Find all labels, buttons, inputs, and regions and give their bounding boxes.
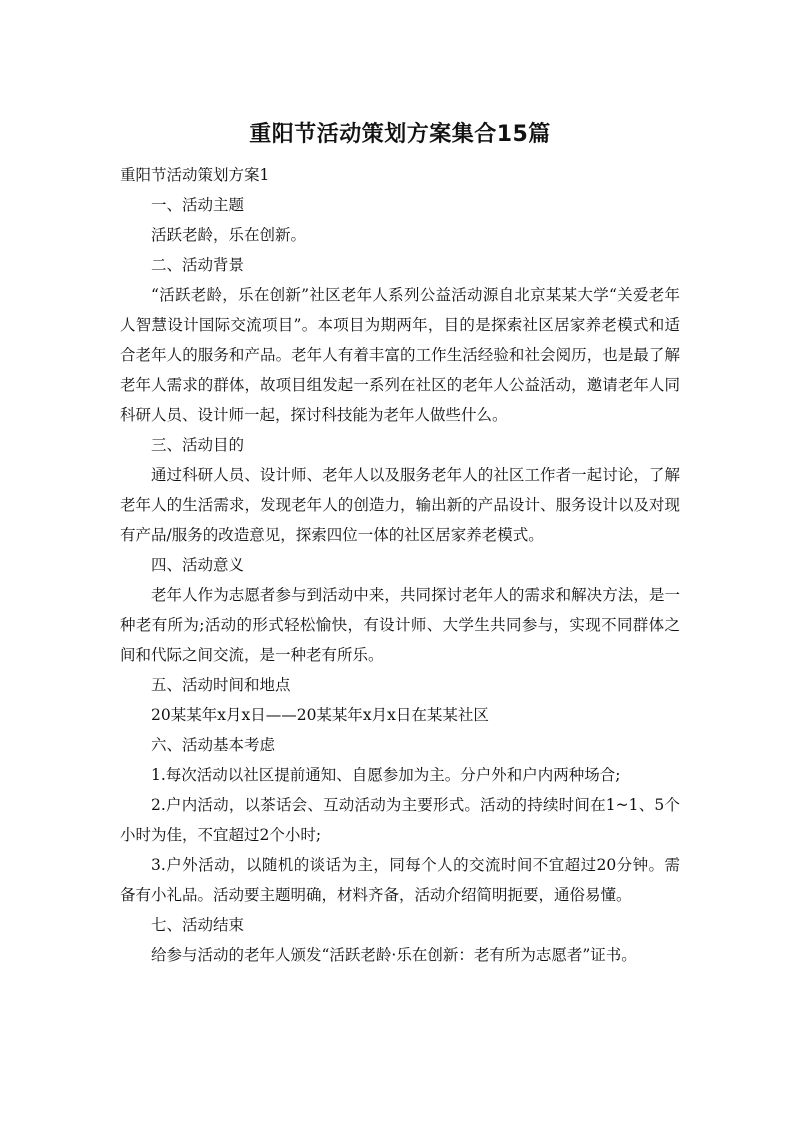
paragraph-consideration-1: 1.每次活动以社区提前通知、自愿参加为主。分户外和户内两种场合; bbox=[151, 766, 621, 784]
paragraph-purpose: 通过科研人员、设计师、老年人以及服务老年人的社区工作者一起讨论，了解老年人的生活需求，发现老年人的创造力，输出新的产品设计、服务设计以及对现有产品/服务的改造意见，探索四位一体的社区居家养老模式。 bbox=[120, 466, 680, 544]
paragraph-conclusion: 给参与活动的老年人颁发“活跃老龄·乐在创新：老有所为志愿者”证书。 bbox=[151, 946, 637, 964]
plan-heading: 重阳节活动策划方案1 bbox=[120, 166, 270, 184]
paragraph-significance: 老年人作为志愿者参与到活动中来，共同探讨老年人的需求和解决方法，是一种老有所为;活动的形式轻松愉快，有设计师、大学生共同参与，实现不同群体之间和代际之间交流，是一种老有所乐。 bbox=[120, 586, 680, 664]
section-heading-theme: 一、活动主题 bbox=[151, 196, 245, 214]
paragraph-time-place: 20某某年x月x日——20某某年x月x日在某某社区 bbox=[151, 706, 489, 724]
section-heading-background: 二、活动背景 bbox=[151, 256, 245, 274]
document-title: 重阳节活动策划方案集合15篇 bbox=[249, 122, 551, 147]
paragraph-background: “活跃老龄，乐在创新”社区老年人系列公益活动源自北京某某大学“关爱老年人智慧设计国际交流项目”。本项目为期两年，目的是探索社区居家养老模式和适合老年人的服务和产品。老年人有着丰富的工作生活经验和社会阅历，也是最了解老年人需求的群体，故项目组发起一系列在社区的老年人公益活动，邀请老年人同科研人员、设计师一起，探讨科技能为老年人做些什么。 bbox=[120, 286, 680, 424]
paragraph-consideration-3: 3.户外活动，以随机的谈话为主，同每个人的交流时间不宜超过20分钟。需备有小礼品。活动要主题明确，材料齐备，活动介绍简明扼要，通俗易懂。 bbox=[120, 856, 680, 904]
document-body bbox=[120, 160, 680, 970]
section-heading-time-place: 五、活动时间和地点 bbox=[151, 676, 291, 694]
section-heading-conclusion: 七、活动结束 bbox=[151, 916, 245, 934]
paragraph-consideration-2: 2.户内活动，以茶话会、互动活动为主要形式。活动的持续时间在1~1、5个小时为佳，不宜超过2个小时; bbox=[120, 796, 680, 844]
section-heading-purpose: 三、活动目的 bbox=[151, 436, 245, 454]
paragraph-theme: 活跃老龄，乐在创新。 bbox=[151, 226, 307, 244]
section-heading-considerations: 六、活动基本考虑 bbox=[151, 736, 276, 754]
section-heading-significance: 四、活动意义 bbox=[151, 556, 245, 574]
